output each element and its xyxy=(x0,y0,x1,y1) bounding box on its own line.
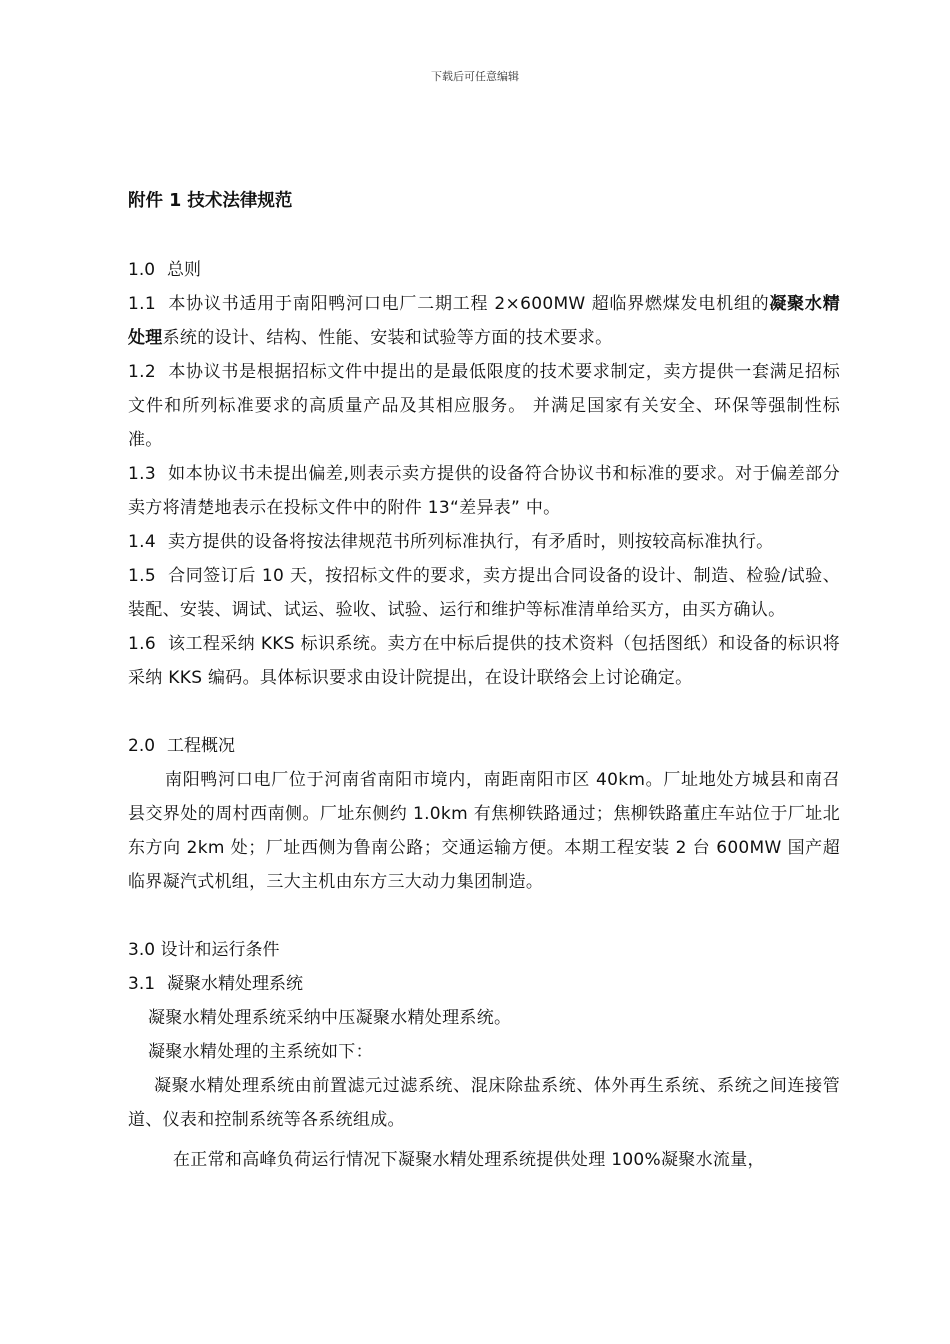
section-3-heading: 3.0 设计和运行条件 xyxy=(128,940,280,960)
paragraph: 凝聚水精处理系统采纳中压凝聚水精处理系统。 xyxy=(148,1008,512,1028)
clause-text: 该工程采纳 KKS 标识系统。卖方在中标后提供的技术资料（包括图纸）和设备的标识将采纳 KKS 编码。具体标识要求由设计院提出，在设计联络会上讨论确定。 xyxy=(128,634,840,688)
paragraph: 凝聚水精处理系统由前置滤元过滤系统、混床除盐系统、体外再生系统、系统之间连接管道、仪表和控制系统等各系统组成。 xyxy=(128,1076,840,1130)
clause-number: 1.5 xyxy=(128,566,156,586)
clause-1-5 xyxy=(128,559,840,627)
clause-1-1 xyxy=(128,287,840,355)
section-1-heading xyxy=(128,253,840,287)
paragraph: 凝聚水精处理的主系统如下： xyxy=(148,1042,373,1062)
section-number: 1.0 xyxy=(128,260,156,280)
clause-text: 本协议书是根据招标文件中提出的是最低限度的技术要求制定，卖方提供一套满足招标文件和所列标准要求的高质量产品及其相应服务。 并满足国家有关安全、环保等强制性标准。 xyxy=(128,362,840,450)
clause-text: 卖方提供的设备将按法律规范书所列标准执行，有矛盾时，则按较高标准执行。 xyxy=(167,532,774,552)
clause-1-6 xyxy=(128,627,840,695)
page-header: 下载后可任意编辑 xyxy=(431,70,519,83)
section-number: 3.1 xyxy=(128,974,156,994)
paragraph: 在正常和高峰负荷运行情况下凝聚水精处理系统提供处理 100%凝聚水流量， xyxy=(173,1150,765,1170)
clause-text: 合同签订后 10 天，按招标文件的要求，卖方提出合同设备的设计、制造、检验/试验、装配、安装、调试、试运、验收、试验、运行和维护等标准清单给买方，由买方确认。 xyxy=(128,566,840,620)
section-title: 总则 xyxy=(167,260,202,280)
clause-number: 1.3 xyxy=(128,464,156,484)
section-2-heading xyxy=(128,729,840,763)
document-title: 附件 1 技术法律规范 xyxy=(128,191,293,211)
spacer xyxy=(128,695,840,729)
clause-number: 1.6 xyxy=(128,634,156,654)
clause-1-3 xyxy=(128,457,840,525)
project-overview-paragraph: 南阳鸭河口电厂位于河南省南阳市境内，南距南阳市区 40km。厂址地处方城县和南召县交界处的周村西南侧。厂址东侧约 1.0km 有焦柳铁路通过；焦柳铁路董庄车站位于厂址北东方向 2km 处；厂址西侧为鲁南公路；交通运输方便。本期工程安装 2 台 600MW 国产超临界凝汽式机组，三大主机由东方三大动力集团制造。 xyxy=(128,770,840,892)
clause-text: 如本协议书未提出偏差,则表示卖方提供的设备符合协议书和标准的要求。对于偏差部分卖方将清楚地表示在投标文件中的附件 13“差异表” 中。 xyxy=(128,464,840,518)
clause-1-4 xyxy=(128,525,840,559)
clause-text: 本协议书适用于南阳鸭河口电厂二期工程 2×600MW 超临界燃煤发电机组的 xyxy=(167,294,770,314)
clause-text: 系统的设计、结构、性能、安装和试验等方面的技术要求。 xyxy=(162,328,613,348)
section-title: 凝聚水精处理系统 xyxy=(167,974,304,994)
document-body xyxy=(128,184,840,1177)
section-title: 工程概况 xyxy=(167,736,236,756)
spacer xyxy=(128,899,840,933)
clause-1-2 xyxy=(128,355,840,457)
clause-bold-term: 凝聚水精处理 xyxy=(128,294,840,348)
subsection-3-1-heading xyxy=(128,967,840,1001)
clause-number: 1.4 xyxy=(128,532,156,552)
section-number: 2.0 xyxy=(128,736,156,756)
clause-number: 1.1 xyxy=(128,294,156,314)
clause-number: 1.2 xyxy=(128,362,156,382)
